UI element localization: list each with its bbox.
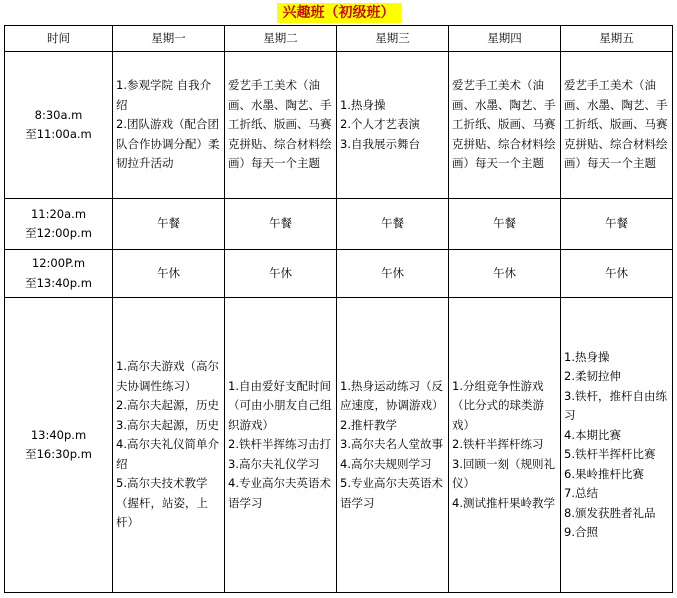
activity: 3.回顾一刻（规则礼仪） xyxy=(452,456,555,491)
activity: 2.团队游戏（配合团队合作协调分配）柔韧拉升活动 xyxy=(116,117,220,171)
activity: 3.自我展示舞台 xyxy=(340,136,420,151)
header-friday: 星期五 xyxy=(561,26,673,52)
activity: 1.热身运动练习（反应速度，协调游戏） xyxy=(340,378,444,413)
activity: 5.专业高尔夫英语术语学习 xyxy=(340,476,443,510)
cell-wed-rest: 午休 xyxy=(337,250,449,298)
title-wrap xyxy=(0,2,677,23)
activity: 1.热身操 xyxy=(564,349,610,364)
cell-fri-lunch: 午餐 xyxy=(561,199,673,250)
schedule-table xyxy=(4,25,673,593)
activity: 1.自由爱好支配时间（可由小朋友自己组织游戏） xyxy=(228,378,332,432)
activity: 2.铁杆半挥杆练习 xyxy=(452,437,544,452)
time-end: 至13:40p.m xyxy=(25,275,92,290)
time-start: 11:20a.m xyxy=(30,206,87,221)
row-morning xyxy=(5,52,673,199)
activity: 2.高尔夫起源，历史 xyxy=(116,398,219,413)
activity: 1.分组竞争性游戏（比分式的球类游戏） xyxy=(452,378,544,432)
cell-wed-morning xyxy=(337,52,449,199)
time-start: 8:30a.m xyxy=(34,107,83,122)
activity: 1.高尔夫游戏（高尔夫协调性练习） xyxy=(116,359,219,393)
activity: 7.总结 xyxy=(564,486,598,500)
cell-tue-morning xyxy=(225,52,337,199)
cell-tue-afternoon xyxy=(225,298,337,593)
time-cell xyxy=(5,298,113,593)
activity: 2.柔韧拉伸 xyxy=(564,369,621,383)
time-cell xyxy=(5,52,113,199)
time-end: 至11:00a.m xyxy=(25,127,92,141)
activity: 4.高尔夫礼仪简单介绍 xyxy=(116,437,219,471)
activity: 爱艺手工美术（油画、水墨、陶艺、手工折纸、版画、马赛克拼贴、综合材料绘画）每天一个主题 xyxy=(228,78,332,171)
activity: 2.个人才艺表演 xyxy=(340,117,420,132)
activity: 3.高尔夫起源，历史 xyxy=(116,417,219,432)
activity: 爱艺手工美术（油画、水墨、陶艺、手工折纸、版画、马赛克拼贴、综合材料绘画）每天一个主题 xyxy=(564,78,668,171)
cell-mon-morning xyxy=(113,52,225,199)
cell-wed-afternoon xyxy=(337,298,449,593)
cell-thu-afternoon xyxy=(449,298,561,593)
header-monday: 星期一 xyxy=(113,26,225,52)
cell-thu-lunch: 午餐 xyxy=(449,199,561,250)
activity: 6.果岭推杆比赛 xyxy=(564,466,644,481)
activity: 8.颁发获胜者礼品 xyxy=(564,505,656,520)
time-end: 至12:00p.m xyxy=(25,226,92,240)
time-start: 13:40p.m xyxy=(30,427,87,442)
cell-mon-lunch: 午餐 xyxy=(113,199,225,250)
activity: 2.铁杆半挥练习击打 xyxy=(228,437,331,452)
activity: 1.热身操 xyxy=(340,97,386,112)
activity: 9.合照 xyxy=(564,525,598,539)
row-rest xyxy=(5,250,673,298)
cell-fri-morning xyxy=(561,52,673,199)
activity: 4.专业高尔夫英语术语学习 xyxy=(228,476,331,510)
activity: 3.高尔夫名人堂故事 xyxy=(340,437,443,452)
header-tuesday: 星期二 xyxy=(225,26,337,52)
activity: 1.参观学院 自我介绍 xyxy=(116,78,212,112)
cell-mon-afternoon xyxy=(113,298,225,593)
cell-thu-morning xyxy=(449,52,561,199)
activity: 5.铁杆半挥杆比赛 xyxy=(564,447,656,461)
activity: 2.推杆教学 xyxy=(340,417,397,432)
header-row xyxy=(5,26,673,52)
cell-thu-rest: 午休 xyxy=(449,250,561,298)
activity: 3.铁杆，推杆自由练习 xyxy=(564,388,667,422)
cell-wed-lunch: 午餐 xyxy=(337,199,449,250)
activity: 5.高尔夫技术教学（握杆，站姿，上杆） xyxy=(116,476,208,530)
cell-tue-lunch: 午餐 xyxy=(225,199,337,250)
time-cell xyxy=(5,199,113,250)
time-start: 12:00P.m xyxy=(31,256,86,270)
activity: 4.高尔夫规则学习 xyxy=(340,456,432,471)
cell-mon-rest: 午休 xyxy=(113,250,225,298)
activity: 4.测试推杆果岭教学 xyxy=(452,495,555,510)
activity: 4.本期比赛 xyxy=(564,427,621,442)
activity: 3.高尔夫礼仪学习 xyxy=(228,456,320,471)
header-thursday: 星期四 xyxy=(449,26,561,52)
header-time: 时间 xyxy=(5,26,113,52)
cell-tue-rest: 午休 xyxy=(225,250,337,298)
cell-fri-afternoon xyxy=(561,298,673,593)
page-title: 兴趣班（初级班） xyxy=(277,3,401,23)
time-end: 至16:30p.m xyxy=(25,447,92,461)
time-cell xyxy=(5,250,113,298)
row-afternoon xyxy=(5,298,673,593)
cell-fri-rest: 午休 xyxy=(561,250,673,298)
row-lunch xyxy=(5,199,673,250)
header-wednesday: 星期三 xyxy=(337,26,449,52)
activity: 爱艺手工美术（油画、水墨、陶艺、手工折纸、版画、马赛克拼贴、综合材料绘画）每天一个主题 xyxy=(452,78,556,171)
